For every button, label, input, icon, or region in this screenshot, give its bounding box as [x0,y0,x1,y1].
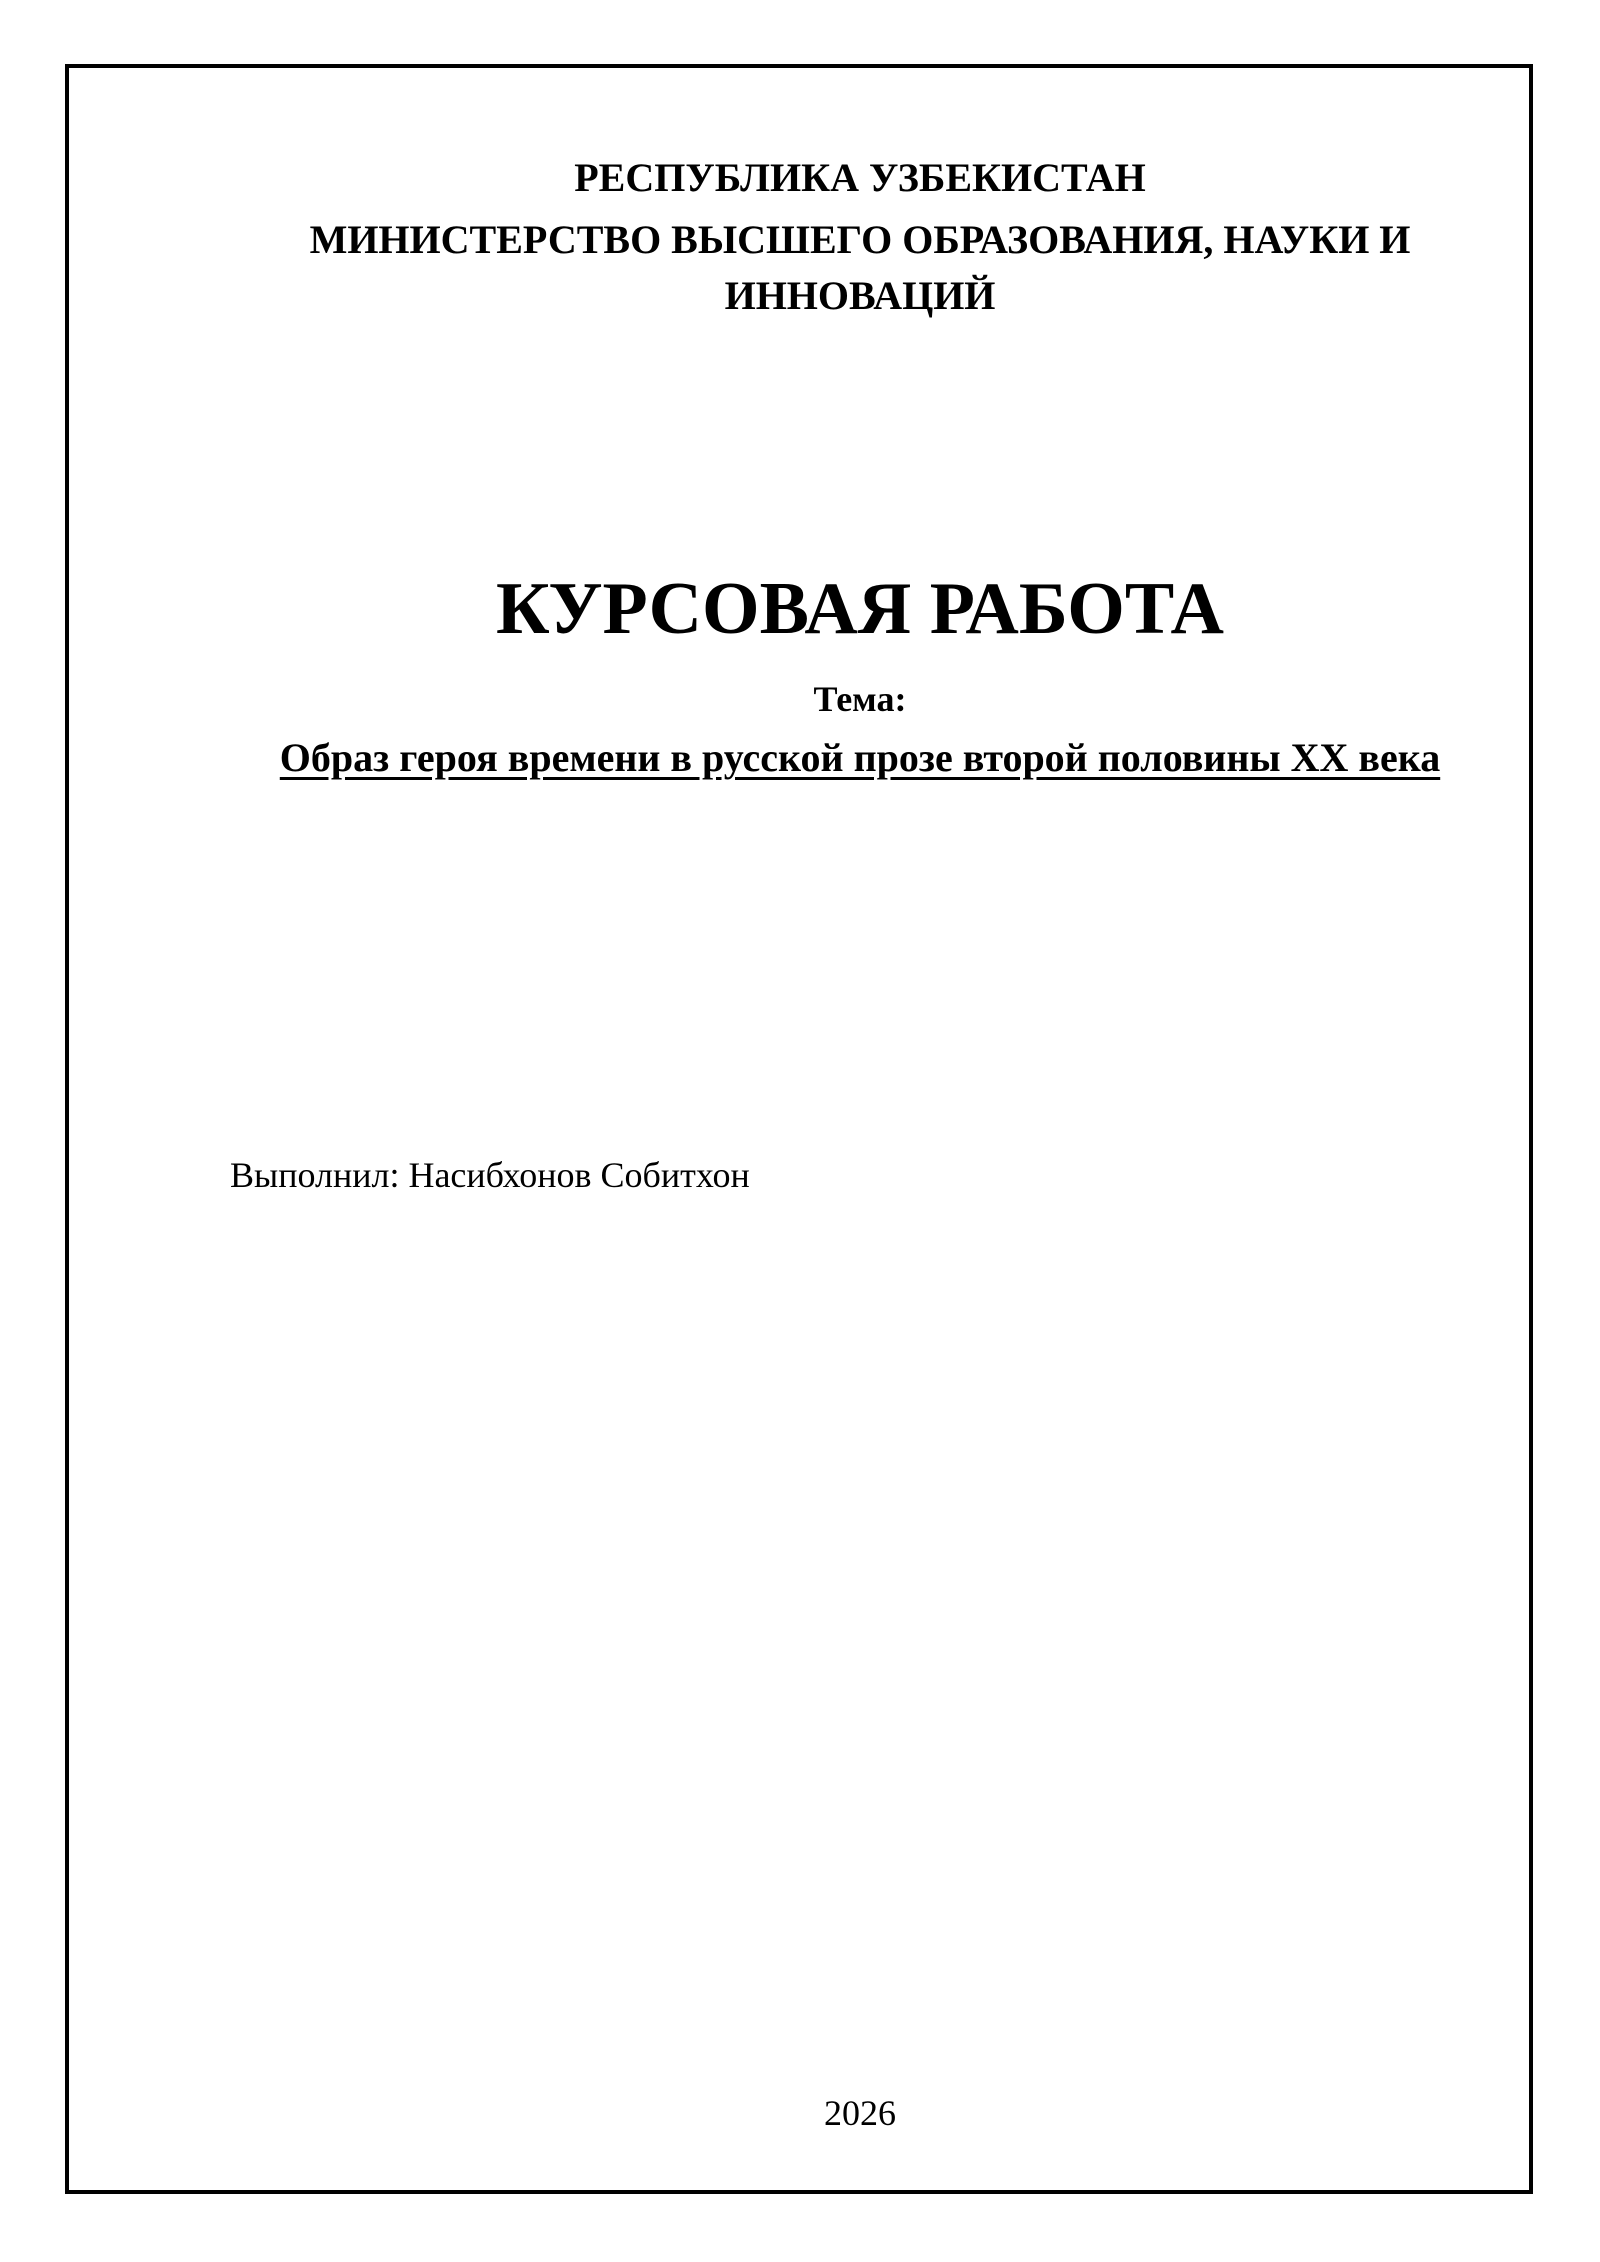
year: 2026 [824,2093,896,2133]
ministry-heading-line1: МИНИСТЕРСТВО ВЫСШЕГО ОБРАЗОВАНИЯ, НАУКИ И [309,217,1411,262]
topic-text: Образ героя времени в русской прозе второй половины XX века [279,735,1441,780]
page-border-frame [65,64,1533,2194]
author-line: Выполнил: Насибхонов Собитхон [230,1155,750,1195]
ministry-heading-line2: ИННОВАЦИЙ [724,273,996,318]
topic-label: Тема: [813,679,907,719]
country-heading: РЕСПУБЛИКА УЗБЕКИСТАН [574,155,1146,200]
document-title: КУРСОВАЯ РАБОТА [496,568,1224,650]
